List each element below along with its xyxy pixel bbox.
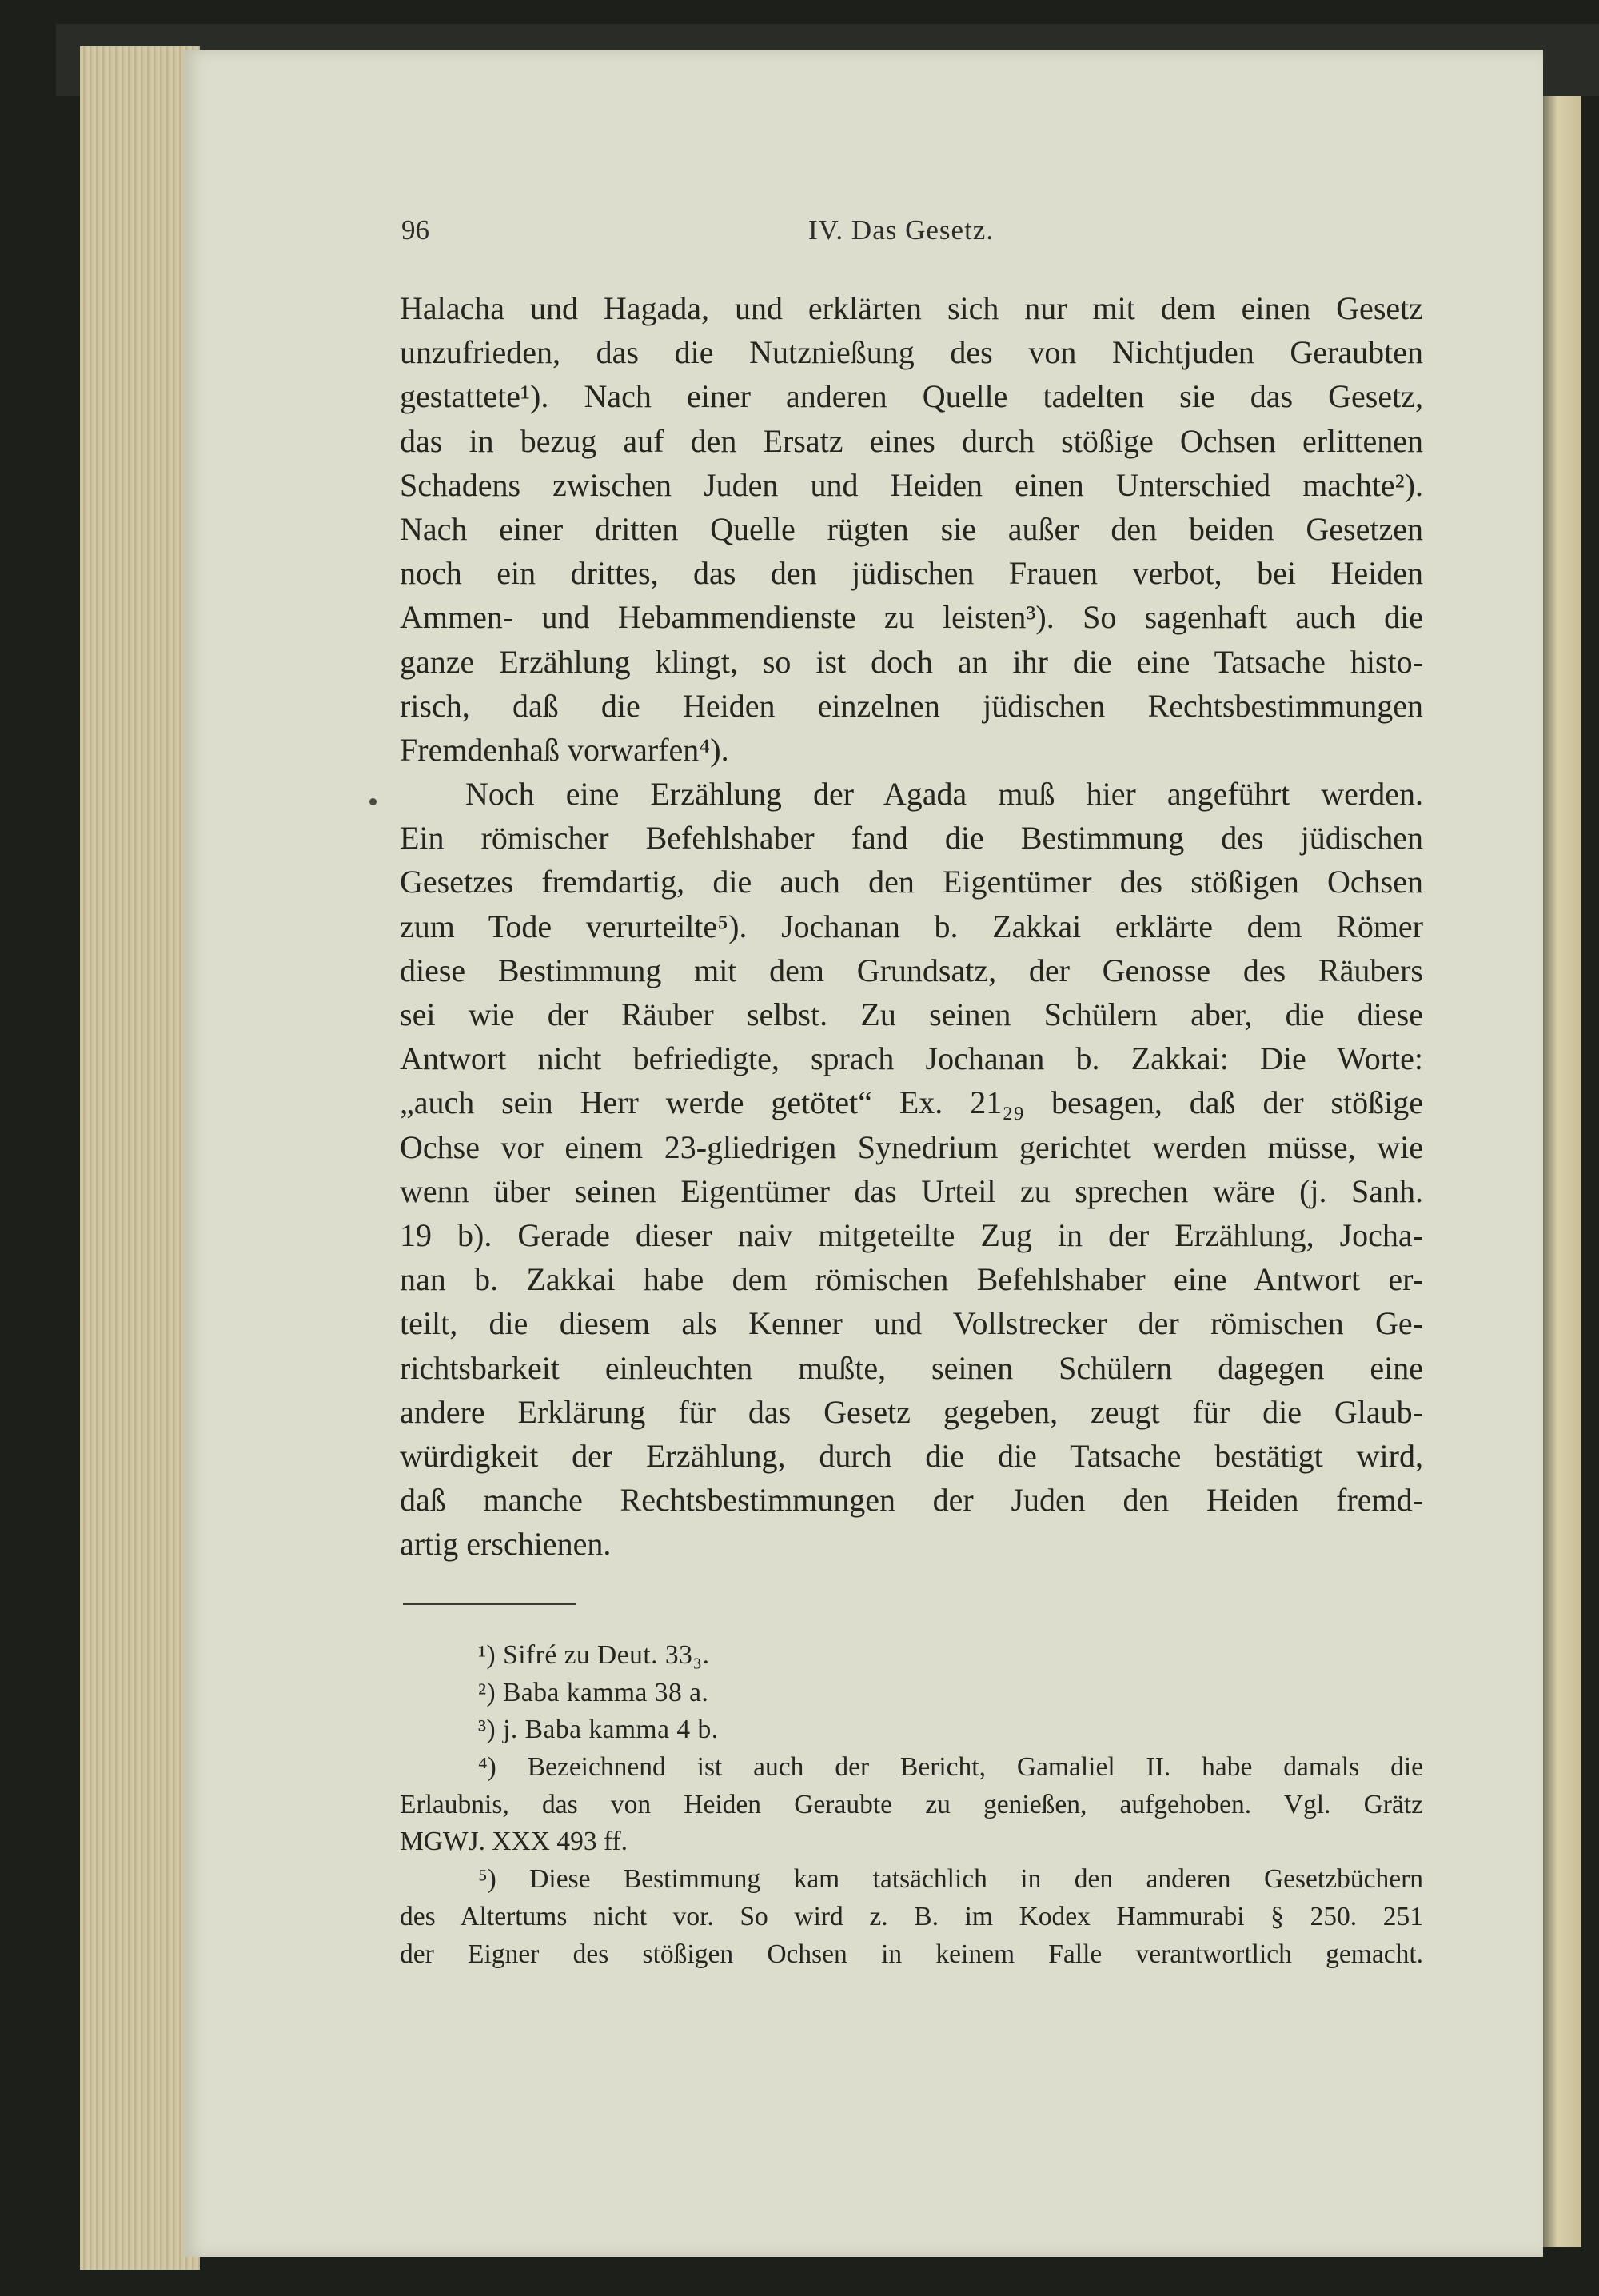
text-line: würdigkeit der Erzählung, durch die die Tatsache bestätigt wird, [400,1437,1423,1474]
text-line: zum Tode verurteilte⁵). Jochanan b. Zakkai erklärte dem Römer [400,908,1423,944]
text-line: Fremdenhaß vorwarfen⁴). [400,731,729,768]
footnote-line: MGWJ. XXX 493 ff. [400,1827,628,1857]
text-line: wenn über seinen Eigentümer das Urteil zu sprechen wäre (j. Sanh. [400,1172,1423,1209]
footnote-line: ²) Baba kamma 38 a. [478,1677,709,1707]
text-line: Gesetzes fremdartig, die auch den Eigentümer des stößigen Ochsen [400,864,1423,900]
text-line: nan b. Zakkai habe dem römischen Befehlshaber eine Antwort er- [400,1261,1423,1298]
footnote-rule [403,1603,576,1605]
footnote-line: Erlaubnis, das von Heiden Geraubte zu genießen, aufgehoben. Vgl. Grätz [400,1789,1423,1819]
text-line: diese Bestimmung mit dem Grundsatz, der Genosse des Räubers [400,952,1423,988]
text-line: Antwort nicht befriedigte, sprach Jochanan b. Zakkai: Die Worte: [400,1040,1423,1077]
text-line: daß manche Rechtsbestimmungen der Juden den Heiden fremd- [400,1482,1423,1519]
text-line: ganze Erzählung klingt, so ist doch an ihr die eine Tatsache histo- [400,643,1423,680]
footnotes [400,1637,1423,1973]
page-edges [80,46,200,2270]
text-line: „auch sein Herr werde getötet“ Ex. 21₂₉ besagen, daß der stößige [400,1084,1423,1121]
text-line: gestattete¹). Nach einer anderen Quelle tadelten sie das Gesetz, [400,378,1423,415]
text-line: Nach einer dritten Quelle rügten sie außer den beiden Gesetzen [400,510,1423,547]
text-line: Noch eine Erzählung der Agada muß hier angeführt werden. [465,776,1423,813]
running-head: IV. Das Gesetz. [808,214,995,246]
text-line: Ammen- und Hebammendienste zu leisten³). So sagenhaft auch die [400,599,1423,636]
text-line: Ochse vor einem 23-gliedrigen Synedrium gerichtet werden müsse, wie [400,1128,1423,1165]
text-line: noch ein drittes, das den jüdischen Frauen verbot, bei Heiden [400,555,1423,592]
footnote-line: ¹) Sifré zu Deut. 33₃. [478,1640,710,1670]
text-line: richtsbarkeit einleuchten mußte, seinen Schülern dagegen eine [400,1349,1423,1386]
footnote-line: ³) j. Baba kamma 4 b. [478,1715,719,1745]
footnote-line: ⁵) Diese Bestimmung kam tatsächlich in den anderen Gesetzbüchern [478,1864,1423,1895]
margin-mark [369,798,377,805]
page-number: 96 [401,214,429,246]
text-line: teilt, die diesem als Kenner und Vollstrecker der römischen Ge- [400,1305,1423,1342]
footnote-line: der Eigner des stößigen Ochsen in keinem Falle verantwortlich gemacht. [400,1939,1423,1969]
text-line: Schadens zwischen Juden und Heiden einen Unterschied machte²). [400,466,1423,503]
page-header [400,214,1423,253]
footnote-line: ⁴) Bezeichnend ist auch der Bericht, Gamaliel II. habe damals die [478,1752,1423,1783]
text-line: Ein römischer Befehlshaber fand die Bestimmung des jüdischen [400,820,1423,857]
text-line: 19 b). Gerade dieser naiv mitgeteilte Zug in der Erzählung, Jocha- [400,1216,1423,1253]
text-line: risch, daß die Heiden einzelnen jüdischen Rechtsbestimmungen [400,687,1423,724]
text-line: das in bezug auf den Ersatz eines durch stößige Ochsen erlittenen [400,422,1423,459]
text-line: andere Erklärung für das Gesetz gegeben, zeugt für die Glaub- [400,1393,1423,1430]
text-line: sei wie der Räuber selbst. Zu seinen Schülern aber, die diese [400,996,1423,1032]
text-line: Halacha und Hagada, und erklärten sich nur mit dem einen Gesetz [400,290,1423,326]
text-line: unzufrieden, das die Nutznießung des von Nichtjuden Geraubten [400,334,1423,371]
footnote-line: des Altertums nicht vor. So wird z. B. im Kodex Hammurabi § 250. 251 [400,1901,1423,1931]
facing-page-edge [1541,96,1581,2247]
text-line: artig erschienen. [400,1526,612,1563]
main-text [400,286,1423,1566]
